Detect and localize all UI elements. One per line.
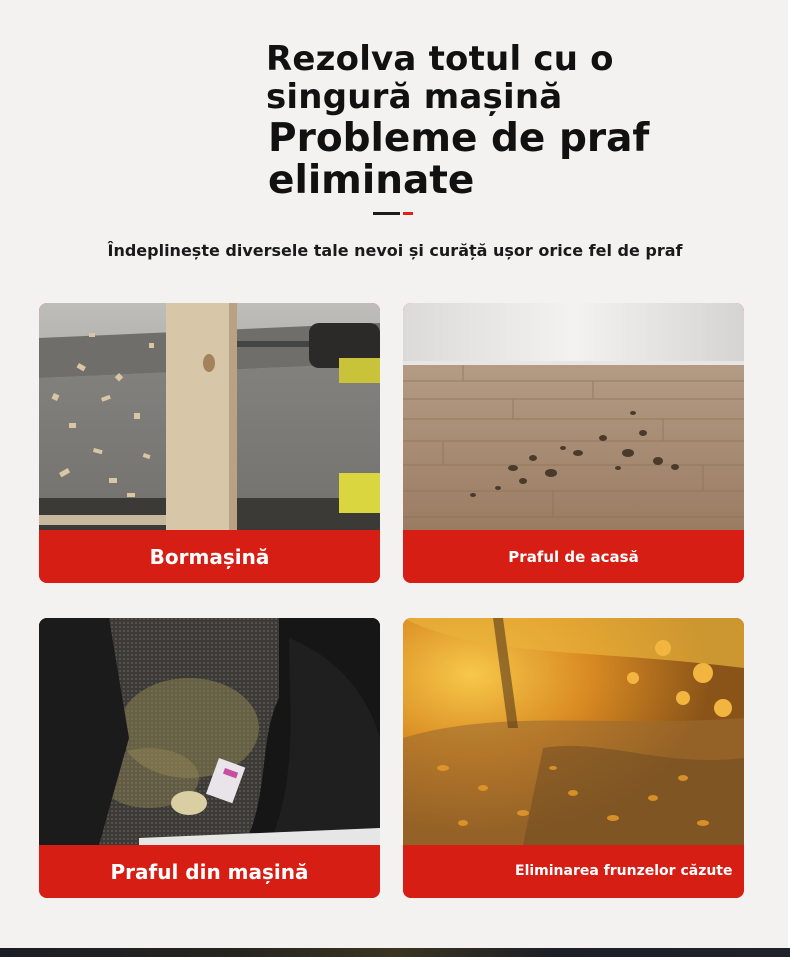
car-floor-mat-photo bbox=[39, 618, 380, 845]
card-car-dust[interactable] bbox=[39, 618, 380, 898]
card-home-dust[interactable] bbox=[403, 303, 744, 583]
card-fallen-leaves[interactable] bbox=[403, 618, 744, 898]
card-label-drill: Bormașină bbox=[39, 530, 380, 583]
divider-dark bbox=[373, 212, 400, 215]
card-label-home-dust: Praful de acasă bbox=[403, 530, 744, 583]
fallen-leaves-photo bbox=[403, 618, 744, 845]
headline-secondary: Probleme de praf eliminate bbox=[268, 116, 650, 203]
subtitle: Îndeplinește diversele tale nevoi și curăță ușor orice fel de praf bbox=[107, 241, 683, 260]
card-label-fallen-leaves: Eliminarea frunzelor căzute bbox=[403, 845, 744, 898]
divider-red bbox=[403, 212, 413, 215]
card-drill[interactable] bbox=[39, 303, 380, 583]
headline-primary: Rezolva totul cu o singură mașină bbox=[266, 39, 614, 117]
next-section-edge bbox=[0, 948, 790, 957]
drill-sawdust-photo bbox=[39, 303, 380, 530]
floor-dust-photo bbox=[403, 303, 744, 530]
card-label-car-dust: Praful din mașină bbox=[39, 845, 380, 898]
